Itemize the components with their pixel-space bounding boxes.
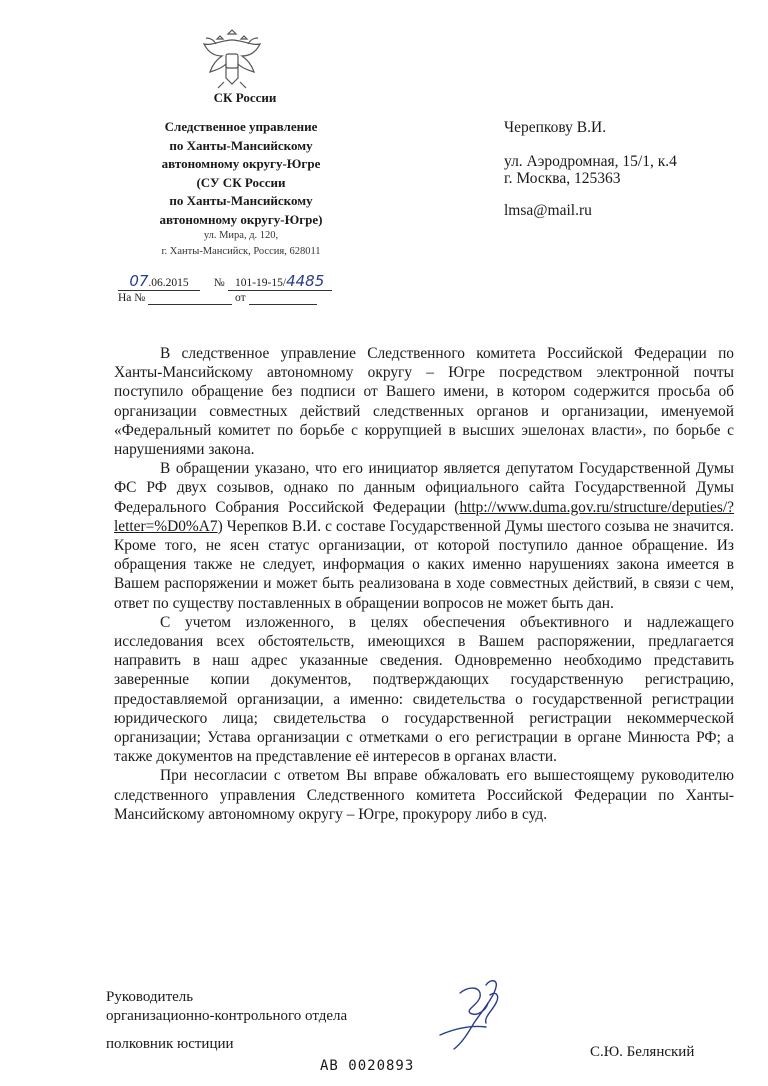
ref-from-label: от (235, 292, 246, 304)
signer-name: С.Ю. Белянский (590, 1044, 695, 1060)
serial-number: АВ 0020893 (320, 1058, 415, 1074)
signer-rank: полковник юстиции (106, 1036, 234, 1052)
date-field (118, 272, 200, 291)
signer-title-line: организационно-контрольного отдела (106, 1008, 348, 1024)
registration-line (118, 272, 332, 291)
addressee-street: ул. Аэродромная, 15/1, к.4 (504, 153, 677, 170)
paragraph-2 (114, 459, 734, 613)
org-address (128, 228, 354, 260)
addressee-city: г. Москва, 125363 (504, 170, 621, 187)
number-handwritten: 4485 (286, 272, 325, 290)
org-line: (СУ СК России (196, 174, 286, 190)
signer-title-line: Руководитель (106, 989, 194, 1005)
paragraph-2-start: В обращении указано, что его инициатор является депутатом Государственной Думы ФС РФ двух созывов, однако по данным официального сайта Государственной Думы Федерального Собрания Российской Федерации ( (114, 460, 734, 516)
date-handwritten: 07 (129, 272, 149, 290)
number-field (228, 272, 332, 291)
eagle-emblem-icon (196, 24, 268, 92)
signer-title (106, 988, 347, 1026)
org-line: Следственное управление (164, 119, 318, 134)
number-printed: 101-19-15/ (234, 277, 287, 289)
number-label: № (213, 277, 225, 289)
paragraph-2-end: ) Черепков В.И. с составе Государственной Думы шестого созыва не значится. Кроме того, не ясен статус организации, от которой поступило данное обращение. Из обращения также не следует, информация о каких именно нарушениях закона имеется в Вашем распоряжении и может быть реализована в ходе совместных действий, в связи с чем, ответ по существу поставленных в обращении вопросов не может быть дан. (114, 517, 734, 612)
address-line: г. Ханты-Мансийск, Россия, 628011 (161, 246, 321, 257)
org-line: по Ханты-Мансийскому (169, 137, 313, 153)
paragraph-4: При несогласии с ответом Вы вправе обжаловать его вышестоящему руководителю следственного управления Следственного комитета Российской Федерации по Ханты-Мансийскому автономному округу – Югре, прокурору либо в суд. (114, 767, 734, 823)
reference-line (118, 292, 317, 305)
paragraph-3: С учетом изложенного, в целях обеспечения объективного и надлежащего исследования всех обстоятельств, имеющихся в Вашем распоряжении, предлагается направить в наш адрес указанные сведения. Одновременно необходимо представить заверенные копии документов, подтверждающих государственную регистрацию, предоставляемой организации, а именно: свидетельства о государственной регистрации юридического лица; свидетельства о государственной регистрации некоммерческой организации; Устава организации с отметками о его регистрации в органе Минюста РФ; а также документов на представление её интересов в органах власти. (114, 613, 734, 766)
date-printed: .06.2015 (148, 277, 189, 289)
org-full-name (128, 118, 354, 229)
org-line: автономному округу-Югре (161, 156, 321, 171)
duma-link[interactable]: http://www.duma.gov.ru/structure/deputies/?letter=%D0%A7 (114, 498, 734, 535)
addressee-block (504, 118, 677, 221)
letter-body (114, 344, 734, 824)
ref-label: На № (118, 292, 146, 304)
org-line: автономному округу-Югре) (159, 211, 323, 227)
paragraph-1: В следственное управление Следственного комитета Российской Федерации по Ханты-Мансийскому автономному округу – Югре посредством электронной почты поступило обращение без подписи от Вашего имени, в котором содержится просьба об организации совместных действий следственных органов и организации, именуемой «Федеральный комитет по борьбе с коррупцией в высших эшелонах власти», по борьбе с нарушениями закона. (114, 345, 734, 459)
org-short-name: СК России (213, 90, 277, 105)
org-line: по Ханты-Мансийскому (169, 193, 313, 208)
address-line: ул. Мира, д. 120, (203, 230, 279, 241)
handwritten-signature-icon (430, 975, 540, 1055)
addressee-name: Черепкову В.И. (504, 119, 607, 136)
addressee-email: lmsa@mail.ru (504, 202, 592, 219)
